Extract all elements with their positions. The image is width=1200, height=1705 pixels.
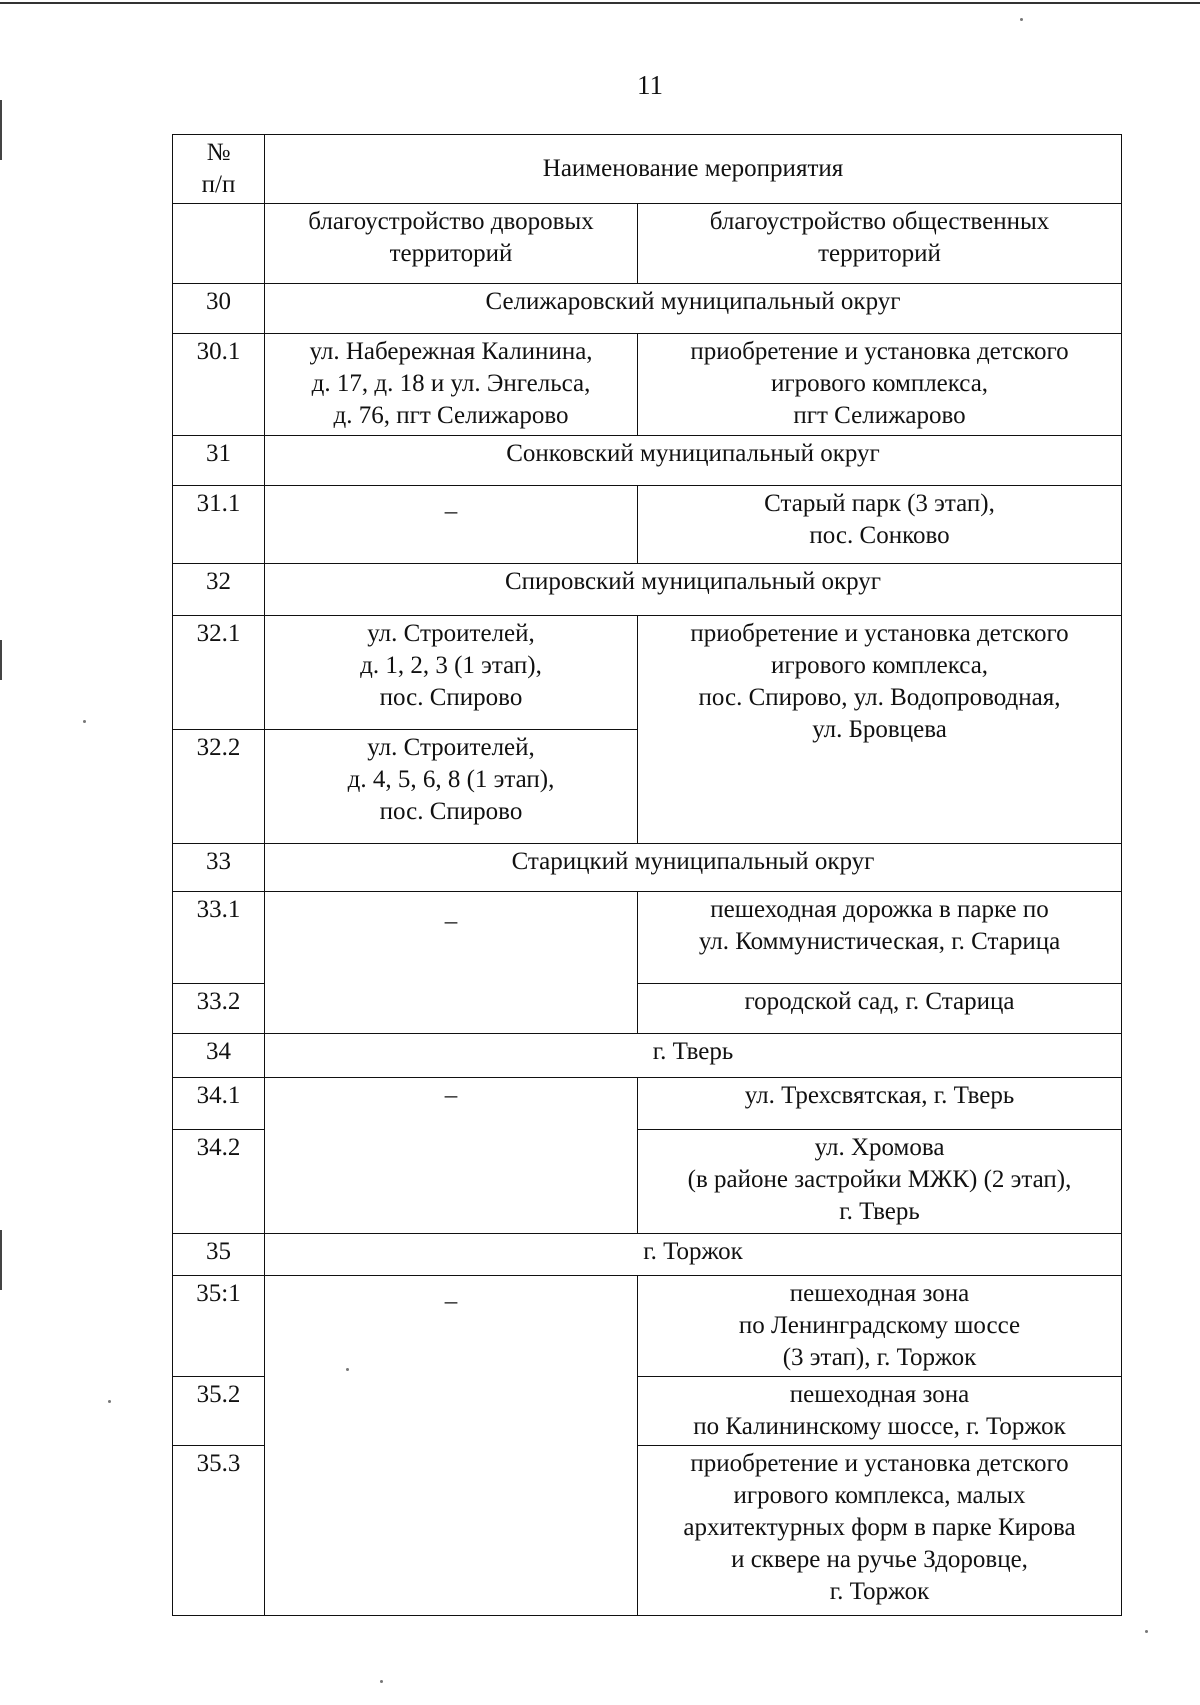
header-num-cell <box>173 135 265 204</box>
section-number: 34 <box>173 1034 265 1078</box>
row-number: 35.2 <box>173 1377 265 1446</box>
subheader-public-line: благоустройство общественных <box>709 208 1050 235</box>
public-line: ул. Трехсвятская, г. Тверь <box>744 1082 1015 1109</box>
yard-cell-empty <box>265 1078 638 1234</box>
public-line: по Калининскому шоссе, г. Торжок <box>693 1413 1066 1440</box>
scan-speck <box>1020 18 1023 21</box>
header-title-cell <box>265 135 1122 204</box>
table-row <box>173 486 1122 564</box>
section-row <box>173 436 1122 486</box>
table-row <box>173 334 1122 436</box>
section-row <box>173 844 1122 892</box>
section-row <box>173 1234 1122 1276</box>
subheader-public-line: территорий <box>818 240 941 267</box>
scan-left-mark <box>0 1230 2 1290</box>
public-line: городской сад, г. Старица <box>744 988 1015 1015</box>
section-number: 31 <box>173 436 265 486</box>
table-header-row <box>173 135 1122 204</box>
yard-line: д. 4, 5, 6, 8 (1 этап), <box>347 766 555 793</box>
header-num-symbol: № <box>206 139 231 166</box>
public-line: пешеходная зона <box>789 1381 970 1408</box>
public-line: г. Торжок <box>829 1578 930 1605</box>
yard-line: пос. Спирово <box>379 798 523 825</box>
public-line: игрового комплекса, малых <box>733 1482 1026 1509</box>
scan-left-mark <box>0 100 2 160</box>
row-number: 33.1 <box>173 892 265 984</box>
row-number: 35.3 <box>173 1446 265 1616</box>
table-subheader-row <box>173 204 1122 284</box>
row-number: 32.2 <box>173 730 265 844</box>
public-line: игрового комплекса, <box>770 652 989 679</box>
row-number: 31.1 <box>173 486 265 564</box>
public-cell <box>638 1078 1122 1130</box>
scan-speck <box>83 720 86 723</box>
yard-line: д. 76, пгт Селижарово <box>333 402 569 429</box>
public-cell <box>638 486 1122 564</box>
public-line: приобретение и установка детского <box>690 338 1069 365</box>
empty-dash: – <box>444 908 458 935</box>
yard-cell <box>265 334 638 436</box>
yard-line: д. 17, д. 18 и ул. Энгельса, <box>311 370 591 397</box>
row-number: 34.2 <box>173 1130 265 1234</box>
public-line: приобретение и установка детского <box>690 1450 1069 1477</box>
public-line: приобретение и установка детского <box>690 620 1069 647</box>
yard-cell <box>265 616 638 730</box>
row-number: 35:1 <box>173 1276 265 1377</box>
table-row <box>173 892 1122 984</box>
page-number: 11 <box>637 70 663 100</box>
scan-speck <box>380 1680 383 1683</box>
public-cell <box>638 1130 1122 1234</box>
section-name: Старицкий муниципальный округ <box>265 844 1122 892</box>
subheader-empty-cell <box>173 204 265 284</box>
yard-line: ул. Строителей, <box>367 620 535 647</box>
public-line: и сквере на ручье Здоровце, <box>731 1546 1028 1573</box>
section-number: 33 <box>173 844 265 892</box>
section-number: 30 <box>173 284 265 334</box>
scan-speck <box>108 1400 111 1403</box>
events-table <box>172 134 1122 1616</box>
header-title: Наименование мероприятия <box>542 155 844 182</box>
section-name: г. Торжок <box>265 1234 1122 1276</box>
public-line: пешеходная дорожка в парке по <box>710 896 1049 923</box>
yard-cell-empty <box>265 1276 638 1616</box>
yard-line: д. 1, 2, 3 (1 этап), <box>360 652 542 679</box>
yard-line: ул. Набережная Калинина, <box>309 338 593 365</box>
public-cell <box>638 1446 1122 1616</box>
public-line: Старый парк (3 этап), <box>764 490 995 517</box>
public-line: ул. Бровцева <box>812 716 947 743</box>
table-row <box>173 1078 1122 1130</box>
section-row <box>173 564 1122 616</box>
section-row <box>173 1034 1122 1078</box>
public-line: игрового комплекса, <box>770 370 989 397</box>
public-line: (в районе застройки МЖК) (2 этап), <box>687 1166 1072 1193</box>
public-line: пгт Селижарово <box>793 402 966 429</box>
public-line: пос. Спирово, ул. Водопроводная, <box>698 684 1061 711</box>
yard-line: пос. Спирово <box>379 684 523 711</box>
public-line: г. Тверь <box>839 1198 920 1225</box>
public-cell <box>638 892 1122 984</box>
public-cell <box>638 1377 1122 1446</box>
row-number: 32.1 <box>173 616 265 730</box>
public-line: пос. Сонково <box>809 522 950 549</box>
public-line: по Ленинградскому шоссе <box>738 1312 1021 1339</box>
row-number: 33.2 <box>173 984 265 1034</box>
section-name: Сонковский муниципальный округ <box>265 436 1122 486</box>
public-line: пешеходная зона <box>789 1280 970 1307</box>
public-cell <box>638 334 1122 436</box>
public-line: ул. Хромова <box>814 1134 945 1161</box>
public-line: ул. Коммунистическая, г. Старица <box>698 928 1061 955</box>
section-row <box>173 284 1122 334</box>
public-cell <box>638 616 1122 844</box>
section-name: Селижаровский муниципальный округ <box>265 284 1122 334</box>
scan-top-rule <box>0 2 1200 4</box>
row-number: 30.1 <box>173 334 265 436</box>
section-number: 32 <box>173 564 265 616</box>
scan-left-mark <box>0 640 2 680</box>
public-line: (3 этап), г. Торжок <box>782 1344 977 1371</box>
yard-cell <box>265 730 638 844</box>
row-number: 34.1 <box>173 1078 265 1130</box>
subheader-yard-cell <box>265 204 638 284</box>
subheader-yard-line: благоустройство дворовых <box>308 208 594 235</box>
section-name: г. Тверь <box>265 1034 1122 1078</box>
empty-dash: – <box>444 1082 458 1109</box>
section-number: 35 <box>173 1234 265 1276</box>
yard-cell-empty <box>265 486 638 564</box>
subheader-public-cell <box>638 204 1122 284</box>
scan-speck <box>1145 1630 1148 1633</box>
scan-speck <box>346 1368 349 1371</box>
public-line: архитектурных форм в парке Кирова <box>683 1514 1076 1541</box>
section-name: Спировский муниципальный округ <box>265 564 1122 616</box>
empty-dash: – <box>444 1288 458 1315</box>
table-row <box>173 1276 1122 1377</box>
yard-cell-empty <box>265 892 638 1034</box>
subheader-yard-line: территорий <box>389 240 513 267</box>
yard-line: ул. Строителей, <box>367 734 535 761</box>
header-num-label: п/п <box>201 171 236 198</box>
public-cell <box>638 1276 1122 1377</box>
table-row <box>173 616 1122 730</box>
empty-dash: – <box>444 498 458 525</box>
public-cell <box>638 984 1122 1034</box>
